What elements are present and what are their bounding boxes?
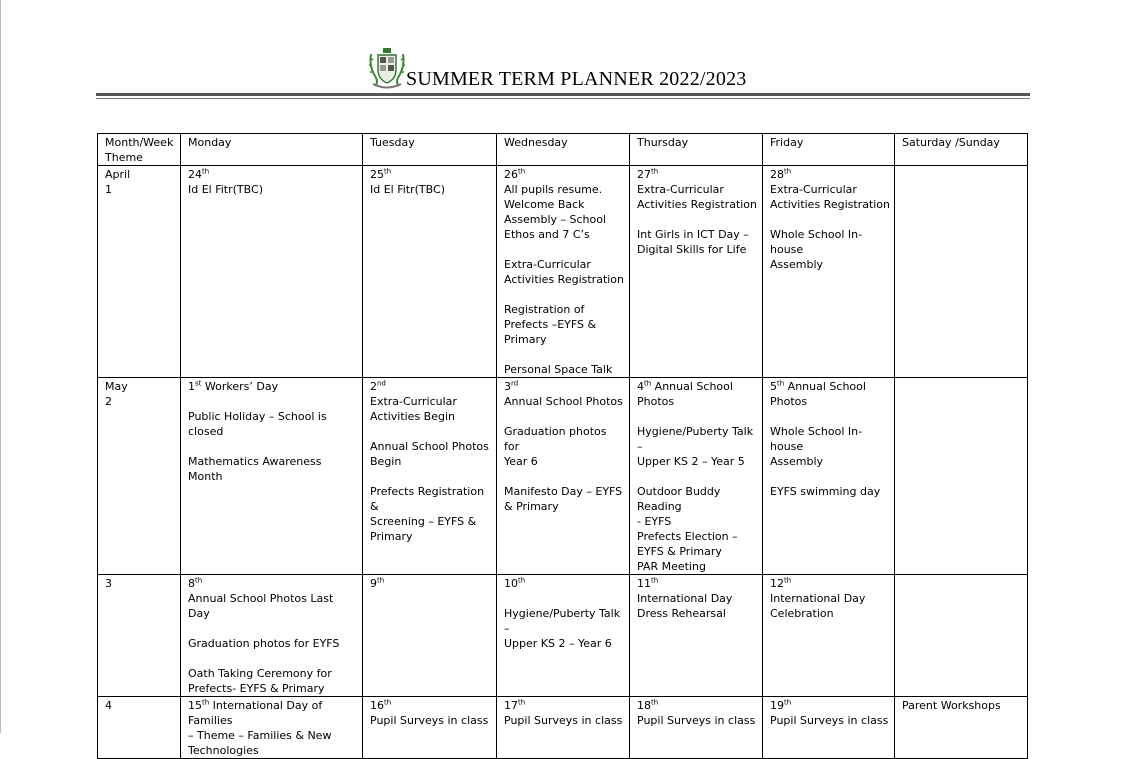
event-text: Id El Fitr(TBC) bbox=[188, 183, 263, 196]
date-number: 18 bbox=[637, 699, 651, 712]
week-label-cell: 3 bbox=[98, 575, 181, 697]
header-cell-tuesday: Tuesday bbox=[363, 134, 497, 166]
event-text: Pupil Surveys in class bbox=[637, 714, 756, 727]
date-suffix: th bbox=[651, 698, 659, 707]
day-cell-friday bbox=[763, 575, 895, 697]
day-cell-monday bbox=[181, 378, 363, 575]
event-text: Parent Workshops bbox=[902, 699, 1001, 712]
date-number: 1 bbox=[188, 380, 195, 393]
date-number: 9 bbox=[370, 577, 377, 590]
day-cell-weekend bbox=[895, 166, 1028, 378]
date-suffix: th bbox=[644, 379, 652, 388]
event-text: Hygiene/Puberty Talk – Upper KS 2 – Year 6 bbox=[504, 607, 621, 650]
day-cell-wednesday bbox=[497, 378, 630, 575]
date-suffix: th bbox=[784, 698, 792, 707]
day-cell-thursday bbox=[630, 575, 763, 697]
date-suffix: th bbox=[202, 698, 210, 707]
school-crest-icon bbox=[367, 46, 407, 90]
event-text: Pupil Surveys in class bbox=[504, 714, 623, 727]
date-number: 2 bbox=[370, 380, 377, 393]
day-cell-wednesday bbox=[497, 166, 630, 378]
event-text: All pupils resume. Welcome Back Assembly – School Ethos and 7 C’s Extra-Curricular Activities Registration Registration of Prefects –EYFS & Primary Personal Space Talk bbox=[504, 183, 625, 376]
date-suffix: st bbox=[195, 379, 202, 388]
date-number: 11 bbox=[637, 577, 651, 590]
date-number: 12 bbox=[770, 577, 784, 590]
event-text: Id El Fitr(TBC) bbox=[370, 183, 445, 196]
date-number: 28 bbox=[770, 168, 784, 181]
header-cell-wednesday: Wednesday bbox=[497, 134, 630, 166]
day-cell-tuesday bbox=[363, 575, 497, 697]
event-text: Pupil Surveys in class bbox=[770, 714, 889, 727]
date-number: 24 bbox=[188, 168, 202, 181]
date-number: 26 bbox=[504, 168, 518, 181]
day-cell-weekend bbox=[895, 697, 1028, 759]
date-suffix: th bbox=[518, 576, 526, 585]
day-cell-thursday bbox=[630, 697, 763, 759]
date-suffix: th bbox=[651, 576, 659, 585]
header-cell-friday: Friday bbox=[763, 134, 895, 166]
day-cell-friday bbox=[763, 166, 895, 378]
day-cell-thursday bbox=[630, 166, 763, 378]
date-suffix: th bbox=[651, 167, 659, 176]
date-suffix: th bbox=[784, 167, 792, 176]
week-label-cell: 4 bbox=[98, 697, 181, 759]
date-number: 3 bbox=[504, 380, 511, 393]
date-number: 19 bbox=[770, 699, 784, 712]
event-text: Workers’ Day Public Holiday – School is closed Mathematics Awareness Month bbox=[188, 380, 327, 483]
date-number: 15 bbox=[188, 699, 202, 712]
term-planner-table bbox=[97, 133, 1028, 759]
day-cell-tuesday bbox=[363, 697, 497, 759]
event-text: International Day Celebration bbox=[770, 592, 866, 620]
date-number: 4 bbox=[637, 380, 644, 393]
date-suffix: th bbox=[784, 576, 792, 585]
date-suffix: th bbox=[384, 167, 392, 176]
date-suffix: th bbox=[202, 167, 210, 176]
date-number: 10 bbox=[504, 577, 518, 590]
event-text: Extra-Curricular Activities Registration Int Girls in ICT Day – Digital Skills for Life bbox=[637, 183, 758, 256]
event-text: Annual School Photos Graduation photos for Year 6 Manifesto Day – EYFS & Primary bbox=[504, 395, 623, 513]
week-row bbox=[98, 166, 1028, 378]
event-text: International Day of Families – Theme – Families & New Technologies bbox=[188, 699, 332, 757]
event-text: Annual School Photos Last Day Graduation photos for EYFS Oath Taking Ceremony for Prefects- EYFS & Primary bbox=[188, 592, 340, 695]
day-cell-tuesday bbox=[363, 378, 497, 575]
header-cell-month-week: Month/Week Theme bbox=[98, 134, 181, 166]
date-number: 17 bbox=[504, 699, 518, 712]
day-cell-weekend bbox=[895, 378, 1028, 575]
event-text: Annual School Photos Whole School In-house Assembly EYFS swimming day bbox=[770, 380, 881, 498]
event-text: Extra-Curricular Activities Begin Annual School Photos Begin Prefects Registration & Screening – EYFS & Primary bbox=[370, 395, 489, 543]
header-rule-thick bbox=[96, 93, 1030, 96]
header-row bbox=[98, 134, 1028, 166]
date-number: 27 bbox=[637, 168, 651, 181]
date-number: 8 bbox=[188, 577, 195, 590]
day-cell-friday bbox=[763, 697, 895, 759]
event-text: International Day Dress Rehearsal bbox=[637, 592, 733, 620]
day-cell-weekend bbox=[895, 575, 1028, 697]
day-cell-monday bbox=[181, 697, 363, 759]
page-header bbox=[96, 44, 1030, 102]
header-cell-monday: Monday bbox=[181, 134, 363, 166]
header-rule-thin bbox=[96, 98, 1030, 99]
page-edge bbox=[0, 0, 1, 733]
event-text: Extra-Curricular Activities Registration Whole School In-house Assembly bbox=[770, 183, 891, 271]
date-number: 5 bbox=[770, 380, 777, 393]
date-suffix: th bbox=[777, 379, 785, 388]
day-cell-thursday bbox=[630, 378, 763, 575]
date-suffix: rd bbox=[511, 379, 519, 388]
date-suffix: th bbox=[384, 698, 392, 707]
day-cell-wednesday bbox=[497, 575, 630, 697]
day-cell-monday bbox=[181, 166, 363, 378]
day-cell-monday bbox=[181, 575, 363, 697]
day-cell-wednesday bbox=[497, 697, 630, 759]
week-row bbox=[98, 378, 1028, 575]
header-cell-thursday: Thursday bbox=[630, 134, 763, 166]
date-suffix: th bbox=[377, 576, 385, 585]
page-title: SUMMER TERM PLANNER 2022/2023 bbox=[406, 68, 747, 90]
day-cell-friday bbox=[763, 378, 895, 575]
week-label-cell: April 1 bbox=[98, 166, 181, 378]
date-suffix: th bbox=[518, 698, 526, 707]
date-number: 16 bbox=[370, 699, 384, 712]
week-row bbox=[98, 575, 1028, 697]
day-cell-tuesday bbox=[363, 166, 497, 378]
date-suffix: th bbox=[518, 167, 526, 176]
event-text: Annual School Photos Hygiene/Puberty Talk – Upper KS 2 – Year 5 Outdoor Buddy Reading - EYFS Prefects Election – EYFS & Primary PAR Meeting bbox=[637, 380, 754, 573]
date-suffix: nd bbox=[377, 379, 386, 388]
header-cell-weekend: Saturday /Sunday bbox=[895, 134, 1028, 166]
event-text: Pupil Surveys in class bbox=[370, 714, 489, 727]
date-number: 25 bbox=[370, 168, 384, 181]
date-suffix: th bbox=[195, 576, 203, 585]
week-row bbox=[98, 697, 1028, 759]
week-label-cell: May 2 bbox=[98, 378, 181, 575]
